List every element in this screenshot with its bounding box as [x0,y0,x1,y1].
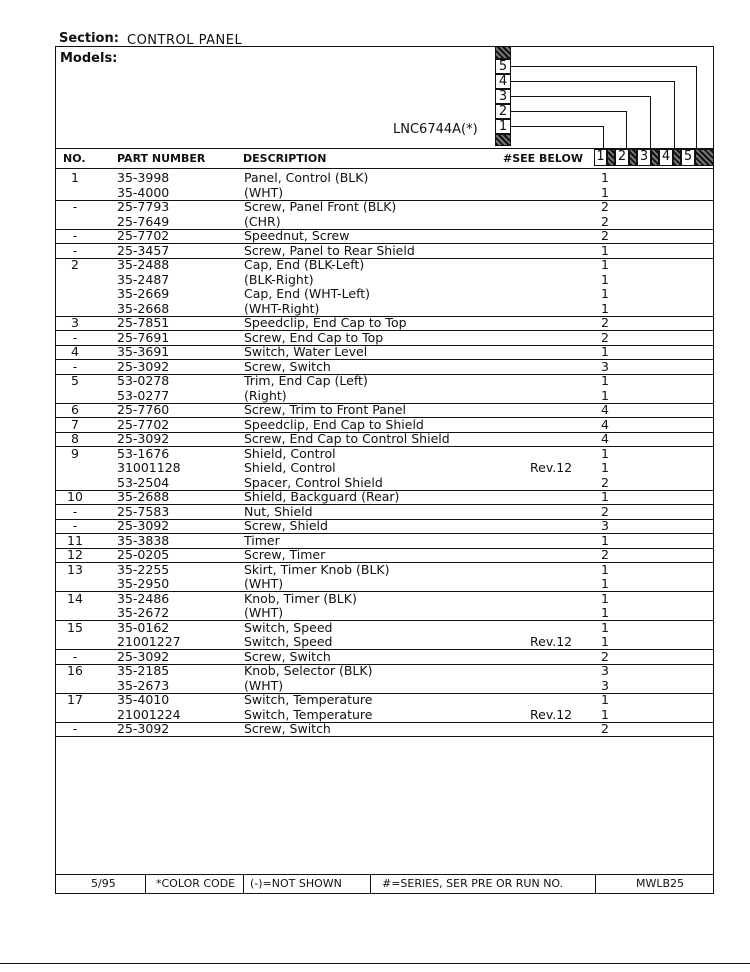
description: Switch, Temperature [244,706,373,722]
part-number: 35-4010 [117,692,170,707]
table-row [0,403,750,418]
part-number: 25-3457 [117,242,170,258]
item-number: - [72,503,78,519]
part-number: 25-3092 [117,648,170,664]
part-number: 25-3092 [117,358,170,374]
table-row [0,374,750,389]
quantity: 1 [601,605,609,620]
quantity: 4 [601,431,609,446]
part-number: 35-2688 [117,489,170,504]
part-number: 35-2486 [117,590,170,606]
part-number: 53-0277 [117,387,170,403]
quantity: 1 [601,576,609,591]
part-number: 25-7851 [117,315,170,330]
quantity: 3 [601,518,609,533]
model-col-3: 3 [637,149,651,166]
quantity: 2 [601,199,609,214]
revision: Rev.12 [530,460,573,475]
part-number: 35-2669 [117,286,170,301]
description: Shield, Control [244,460,336,475]
description: Screw, Panel to Rear Shield [244,242,415,258]
description: Speednut, Screw [244,228,350,243]
part-number: 53-0278 [117,373,170,388]
model-box-3: 3 [495,89,511,104]
footer-series: #=SERIES, SER PRE OR RUN NO. [382,877,564,890]
table-row [0,244,750,259]
footer-divider-3 [370,874,371,894]
model-col-sep-1 [607,149,615,166]
part-number: 35-2950 [117,576,170,591]
description: (WHT) [244,576,284,591]
item-number: - [72,358,78,374]
table-row [0,316,750,331]
quantity: 1 [601,271,609,287]
description: Switch, Speed [244,619,333,635]
item-number: 4 [71,344,79,359]
col-part-number: PART NUMBER [117,152,206,165]
quantity: 1 [601,460,609,475]
connector-2-v [626,111,627,148]
quantity: 2 [601,648,609,664]
description: Switch, Speed [244,634,333,649]
table-row [0,490,750,505]
connector-3-v [650,96,651,148]
part-number: 35-0162 [117,619,170,635]
model-col-1: 1 [594,149,607,166]
table-row [0,621,750,636]
quantity: 1 [601,286,609,301]
part-number: 25-7702 [117,416,170,432]
description: Screw, Switch [244,648,331,664]
description: Switch, Temperature [244,692,373,707]
connector-4-h [511,81,674,82]
item-number: - [72,242,78,258]
connector-4-v [674,81,675,148]
part-number: 35-2255 [117,561,170,577]
table-row [0,287,750,302]
model-box-top-hatch [495,46,511,59]
revision: Rev.12 [530,634,573,649]
model-col-sep-2 [629,149,637,166]
part-number: 25-3092 [117,721,170,736]
footer-date: 5/95 [91,877,116,890]
col-no: NO. [63,152,86,165]
part-number: 25-0205 [117,547,170,562]
description: (WHT) [244,677,284,693]
table-row [0,229,750,244]
description: Screw, Timer [244,547,326,562]
description: Shield, Backguard (Rear) [244,489,400,504]
quantity: 1 [601,561,609,577]
connector-1-v [603,126,604,148]
footer-color-code: *COLOR CODE [156,877,236,890]
description: Screw, Trim to Front Panel [244,402,406,417]
table-row [0,577,750,592]
part-number: 25-7760 [117,402,170,417]
table-row [0,331,750,346]
table-row [0,389,750,404]
model-col-sep-4 [673,149,681,166]
table-row [0,693,750,708]
part-number: 35-2673 [117,677,170,693]
item-number: 7 [71,416,79,432]
description: Screw, Panel Front (BLK) [244,199,397,214]
model-col-sep-3 [651,149,659,166]
description: Switch, Water Level [244,344,368,359]
quantity: 1 [601,344,609,359]
models-label: Models: [60,51,118,66]
description: (WHT-Right) [244,300,320,316]
model-box-bottom-hatch [495,134,511,146]
quantity: 1 [601,170,609,185]
model-col-5: 5 [681,149,695,166]
quantity: 1 [601,387,609,403]
table-row [0,302,750,317]
header-bottom-rule [55,168,714,169]
description: (WHT) [244,184,284,200]
quantity: 1 [601,692,609,707]
part-number: 21001224 [117,706,181,722]
table-row [0,273,750,288]
quantity: 2 [601,213,609,229]
item-number: - [72,329,78,345]
part-number: 21001227 [117,634,181,649]
table-row [0,708,750,723]
description: (BLK-Right) [244,271,314,287]
part-number: 53-2504 [117,474,170,490]
quantity: 3 [601,663,609,678]
item-number: 9 [71,445,79,461]
connector-5-v [696,66,697,148]
part-number: 35-2672 [117,605,170,620]
model-box-1: 1 [495,119,511,134]
item-number: 6 [71,402,79,417]
item-number: - [72,199,78,214]
description: Knob, Timer (BLK) [244,590,357,606]
quantity: 1 [601,532,609,548]
quantity: 2 [601,721,609,736]
item-number: 16 [67,663,83,678]
row-rule [55,736,714,737]
quantity: 4 [601,402,609,417]
model-col-2: 2 [615,149,629,166]
part-number: 35-4000 [117,184,170,200]
item-number: 14 [67,590,83,606]
part-number: 25-7793 [117,199,170,214]
description: Knob, Selector (BLK) [244,663,373,678]
model-box-2: 2 [495,104,511,119]
table-row [0,258,750,273]
description: Cap, End (WHT-Left) [244,286,371,301]
table-row [0,447,750,462]
part-number: 25-3092 [117,518,170,533]
footer-code: MWLB25 [636,877,685,890]
quantity: 2 [601,503,609,519]
description: (Right) [244,387,287,403]
quantity: 2 [601,315,609,330]
part-number: 35-3998 [117,170,170,185]
table-row [0,548,750,563]
quantity: 2 [601,329,609,345]
description: Panel, Control (BLK) [244,170,369,185]
description: Nut, Shield [244,503,313,519]
table-row [0,200,750,215]
part-number: 25-7649 [117,213,170,229]
item-number: - [72,228,78,243]
section-value: CONTROL PANEL [127,33,243,48]
description: Screw, End Cap to Control Shield [244,431,450,446]
item-number: 5 [71,373,79,388]
description: Screw, Switch [244,721,331,736]
description: Timer [244,532,280,548]
table-row [0,679,750,694]
table-row [0,171,750,186]
part-number: 53-1676 [117,445,170,461]
table-row [0,519,750,534]
item-number: 17 [67,692,83,707]
item-number: - [72,518,78,533]
quantity: 1 [601,489,609,504]
footer-divider-1 [145,874,146,894]
table-row [0,461,750,476]
table-row [0,722,750,737]
part-number: 35-3838 [117,532,170,548]
item-number: 10 [67,489,83,504]
table-row [0,592,750,607]
description: (WHT) [244,605,284,620]
quantity: 3 [601,358,609,374]
item-number: 8 [71,431,79,446]
quantity: 1 [601,257,609,272]
table-row [0,345,750,360]
quantity: 1 [601,373,609,388]
part-number: 25-7583 [117,503,170,519]
model-box-5: 5 [495,59,511,74]
quantity: 2 [601,547,609,562]
model-name: LNC6744A(*) [393,122,478,137]
part-number: 35-3691 [117,344,170,359]
item-number: 3 [71,315,79,330]
table-row [0,432,750,447]
quantity: 1 [601,706,609,722]
footer-divider-2 [243,874,244,894]
table-row [0,635,750,650]
table-row [0,650,750,665]
description: Trim, End Cap (Left) [244,373,368,388]
model-box-4: 4 [495,74,511,89]
description: Screw, End Cap to Top [244,329,384,345]
item-number: - [72,721,78,736]
description: Spacer, Control Shield [244,474,383,490]
part-number: 25-3092 [117,431,170,446]
connector-2-h [511,111,626,112]
table-row [0,606,750,621]
quantity: 4 [601,416,609,432]
quantity: 1 [601,300,609,316]
item-number: 15 [67,619,83,635]
quantity: 1 [601,184,609,200]
description: Speedclip, End Cap to Top [244,315,407,330]
description: Shield, Control [244,445,336,461]
quantity: 1 [601,634,609,649]
description: Skirt, Timer Knob (BLK) [244,561,390,577]
part-number: 25-7691 [117,329,170,345]
table-row [0,563,750,578]
part-number: 35-2185 [117,663,170,678]
item-number: 1 [71,170,79,185]
quantity: 1 [601,590,609,606]
description: Cap, End (BLK-Left) [244,257,365,272]
connector-3-h [511,96,650,97]
table-row [0,215,750,230]
quantity: 1 [601,619,609,635]
table-row [0,534,750,549]
description: (CHR) [244,213,281,229]
item-number: 13 [67,561,83,577]
part-number: 35-2668 [117,300,170,316]
quantity: 1 [601,445,609,461]
table-row [0,505,750,520]
table-row [0,360,750,375]
part-number: 31001128 [117,460,181,475]
table-row [0,476,750,491]
col-description: DESCRIPTION [243,152,327,165]
col-see-below: #SEE BELOW [503,152,583,165]
page-bottom-rule [0,963,750,964]
model-col-sep-5 [695,149,714,166]
part-number: 25-7702 [117,228,170,243]
table-row [0,664,750,679]
table-row [0,186,750,201]
item-number: 2 [71,257,79,272]
footer-divider-4 [595,874,596,894]
quantity: 1 [601,242,609,258]
connector-1-h [511,126,603,127]
section-label: Section: [59,31,119,46]
item-number: - [72,648,78,664]
quantity: 2 [601,228,609,243]
description: Speedclip, End Cap to Shield [244,416,424,432]
part-number: 35-2488 [117,257,170,272]
table-row [0,418,750,433]
model-col-4: 4 [659,149,673,166]
description: Screw, Switch [244,358,331,374]
footer-not-shown: (-)=NOT SHOWN [250,877,342,890]
revision: Rev.12 [530,706,573,722]
connector-5-h [511,66,696,67]
item-number: 11 [67,532,83,548]
item-number: 12 [67,547,83,562]
quantity: 2 [601,474,609,490]
description: Screw, Shield [244,518,328,533]
quantity: 3 [601,677,609,693]
part-number: 35-2487 [117,271,170,287]
